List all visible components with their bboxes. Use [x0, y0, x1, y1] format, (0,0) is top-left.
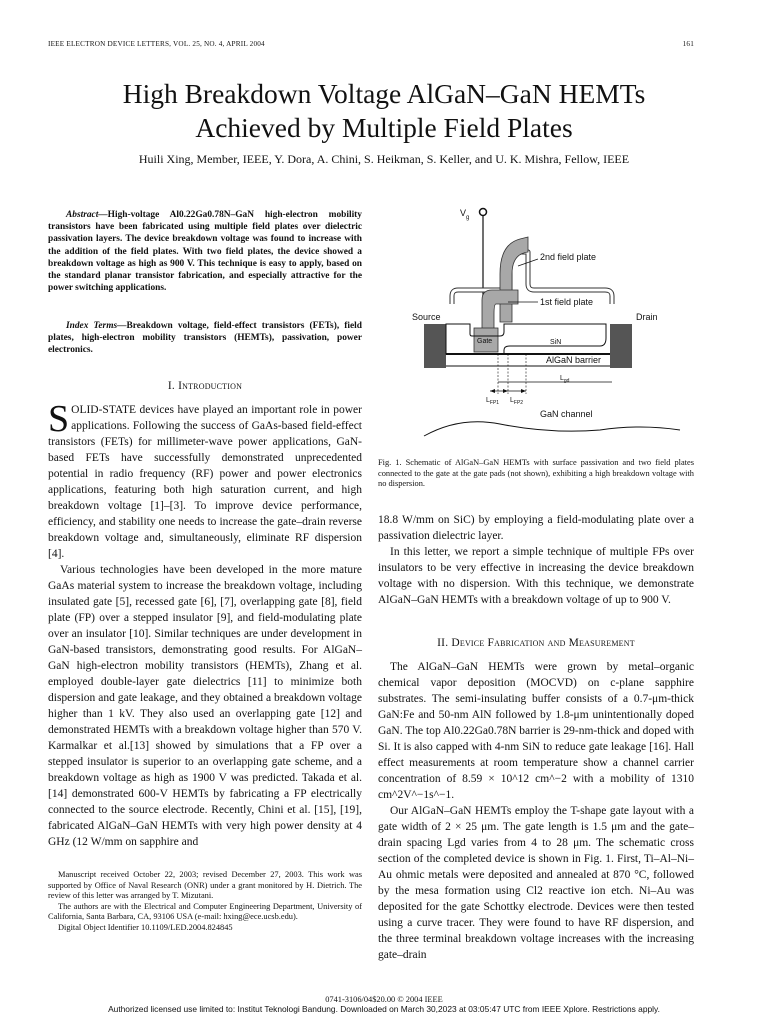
gate-label: Gate [477, 338, 493, 345]
dropcap: S [48, 398, 70, 440]
figure-caption: Fig. 1. Schematic of AlGaN–GaN HEMTs with surface passivation and two field plates connected to the gate at the gate pads (not shown), exhibiting a high breakdown voltage with no dispersion. [378, 458, 694, 489]
introduction-body [48, 398, 362, 850]
continued-paragraph: 18.8 W/mm on SiC) by employing a field-modulating plate over a passivation dielectric layer. [378, 514, 694, 542]
arrow-head-left-icon [490, 389, 495, 393]
source-label: Source [412, 312, 441, 322]
sin-layer [446, 324, 606, 354]
index-terms-label: Index Terms— [66, 321, 127, 331]
vg-label: $V_g$ [460, 208, 470, 221]
lfp1-label: $L_{FP1}$ [486, 397, 500, 406]
letter-paragraph: In this letter, we report a simple technique of multiple FPs over insulators to be very effective in increasing the device breakdown voltage with no dispersion. With this technique, we demonstrate AlGaN–GaN HEMTs with a breakdown voltage of up to 900 V. [378, 546, 694, 606]
footnote-affiliation: The authors are with the Electrical and Computer Engineering Department, University of California, Santa Barbara, CA, 93106 USA (e-mail: hxing@ece.ucsb.edu). [48, 901, 362, 922]
paper-title [40, 77, 728, 145]
authors: Huili Xing, Member, IEEE, Y. Dora, A. Chini, S. Heikman, S. Keller, and U. K. Mishra, Fellow, IEEE [138, 152, 630, 166]
abstract [48, 209, 362, 294]
page-number: 161 [682, 40, 694, 48]
fabrication-paragraph-1: The AlGaN–GaN HEMTs were grown by metal–organic chemical vapor deposition (MOCVD) on c-plane sapphire substrates. The semi-insulating buffer consists of a 0.7-μm-thick GaN:Fe and 50-nm AlN followed by 1.8-μm unintentionally doped GaN. The top Al0.22Ga0.78N barrier is 29-nm-thick and doped with Si. It is also capped with 4-nm SiN to reduce gate leakage [16]. Hall effect measurements at room temperature show a channel carrier concentration of 8.59 × 10^12 cm^−2 with a mobility of 1310 cm^2V^−1s^−1. [378, 661, 694, 801]
intro-paragraph-2: Various technologies have been developed in the more mature GaAs material system to increase the breakdown voltage, including insulated gate [5], recessed gate [6], [7], overlapping gate [8], field plate (FP) over a stepped insulator [9], and field-modulating plate over an insulator [10]. Similar techniques are under development in GaN-based transistors, demonstrating good results. For AlGaN–GaN high-electron mobility transistors (HEMTs), Zhang et al. employed double-layer gate dielectrics [11] to minimize both dispersion and gate leakage, and they obtained a breakdown voltage higher than 1 kV. They also used an overlapping gate [12] and demonstrated HEMTs with a breakdown voltage higher than 570 V. Karmalkar et al.[13] showed by simulations that a FP over a stepped insulator is superior to an overlapping gate scheme, and a breakdown voltage as high as 1900 V was predicted. Takada et al. [14] demonstrated 600-V HEMTs by fabricating a FP electrically connected to the source electrode. Recently, Chini et al. [15], [19], fabricated AlGaN–GaN HEMTs with very high power density at 4 GHz (12 W/mm on sapphire and [48, 564, 362, 848]
index-terms-text: Breakdown voltage, field-effect transistors (FETs), field plates, high-electron mobility transistors (HEMTs), passivation, power electronics. [48, 321, 362, 356]
field-profile-curve [424, 422, 680, 436]
footnotes [48, 870, 362, 934]
drain-label: Drain [636, 312, 658, 322]
source-contact [424, 324, 446, 368]
lfp2-label: $L_{FP2}$ [510, 397, 524, 406]
algan-label: AlGaN barrier [546, 355, 602, 365]
copyright: 0741-3106/04$20.00 © 2004 IEEE [325, 995, 443, 1004]
second-field-plate [500, 237, 528, 322]
gate-terminal-icon [480, 209, 487, 216]
gan-channel-label: GaN channel [540, 409, 593, 419]
index-terms [48, 320, 362, 357]
footnote-received: Manuscript received October 22, 2003; revised December 27, 2003. This work was supported by Office of Naval Research (ONR) under a grant monitored by H. Dietrich. The review of this letter was arranged by T. Mizutani. [48, 870, 362, 901]
drain-contact [610, 324, 632, 368]
first-fp-label: 1st field plate [540, 297, 594, 307]
arrow-head-right-icon [521, 389, 526, 393]
intro-paragraph-1: SOLID-STATE devices have played an important role in power applications. Following the success of GaAs-based field-effect transistors (FETs) for millimeter-wave power applications, GaN-based FETs have successfully demonstrated unprecedented potential in radio frequency (RF) power and power electronics applications, featuring both high saturation current, and high breakdown voltage [1]–[3]. To improve device performance, efficiency, and stability one needs to increase the gate–drain reverse breakdown voltage and, simultaneously, eliminate RF dispersion [4]. [48, 398, 362, 560]
abstract-text: High-voltage Al0.22Ga0.78N–GaN high-electron mobility transistors have been fabricated using multiple field plates over dielectric passivation layers. The device breakdown voltage was found to increase with the addition of the field plates. With two field plates, the device showed a breakdown voltage as high as 900 V. This technique is easy to apply, based on the standard planar transistor fabrication, and especially attractive for the power switching applications. [48, 210, 362, 294]
second-fp-label: 2nd field plate [540, 252, 597, 262]
authorized-use-notice: Authorized licensed use limited to: Institut Teknologi Bandung. Downloaded on March 30,2023 at 03:05:47 UTC from IEEE Xplore. Restrictions apply. [108, 1004, 660, 1014]
footnote-doi: Digital Object Identifier 10.1109/LED.2004.824845 [58, 922, 233, 932]
journal-header: IEEE ELECTRON DEVICE LETTERS, VOL. 25, NO. 4, APRIL 2004 [48, 40, 265, 48]
title-line-2: Achieved by Multiple Field Plates [195, 112, 573, 143]
fabrication-body [378, 659, 694, 963]
figure-1-schematic [400, 204, 700, 454]
title-line-1: High Breakdown Voltage AlGaN–GaN HEMTs [122, 78, 646, 109]
section-heading-introduction: I. Introduction [167, 380, 243, 392]
fabrication-paragraph-2: Our AlGaN–GaN HEMTs employ the T-shape gate layout with a gate width of 2 × 25 μm. The gate length is 1.5 μm and the gate–drain spacing Lgd varies from 4 to 28 μm. The schematic cross section of the completed device is shown in Fig. 1. First, Ti–Al–Ni–Au ohmic metals were deposited and annealed at 870 °C, followed by the mesa formation using Cl2 reactive ion etch. Ni–Au was deposited for the gate Schottky electrode. Devices were then tested using a curve tracer. They were found to have RF dispersion, and the three terminal breakdown voltage increases with the increasing gate–drain [378, 805, 694, 961]
sin-label: SiN [550, 339, 562, 346]
right-column-body [378, 512, 694, 608]
section-heading-fabrication: II. Device Fabrication and Measurement [437, 637, 635, 649]
lgd-label: $L_{gd}$ [560, 375, 570, 384]
abstract-label: Abstract— [66, 210, 108, 220]
arrow-head-mid-icon [503, 389, 508, 393]
